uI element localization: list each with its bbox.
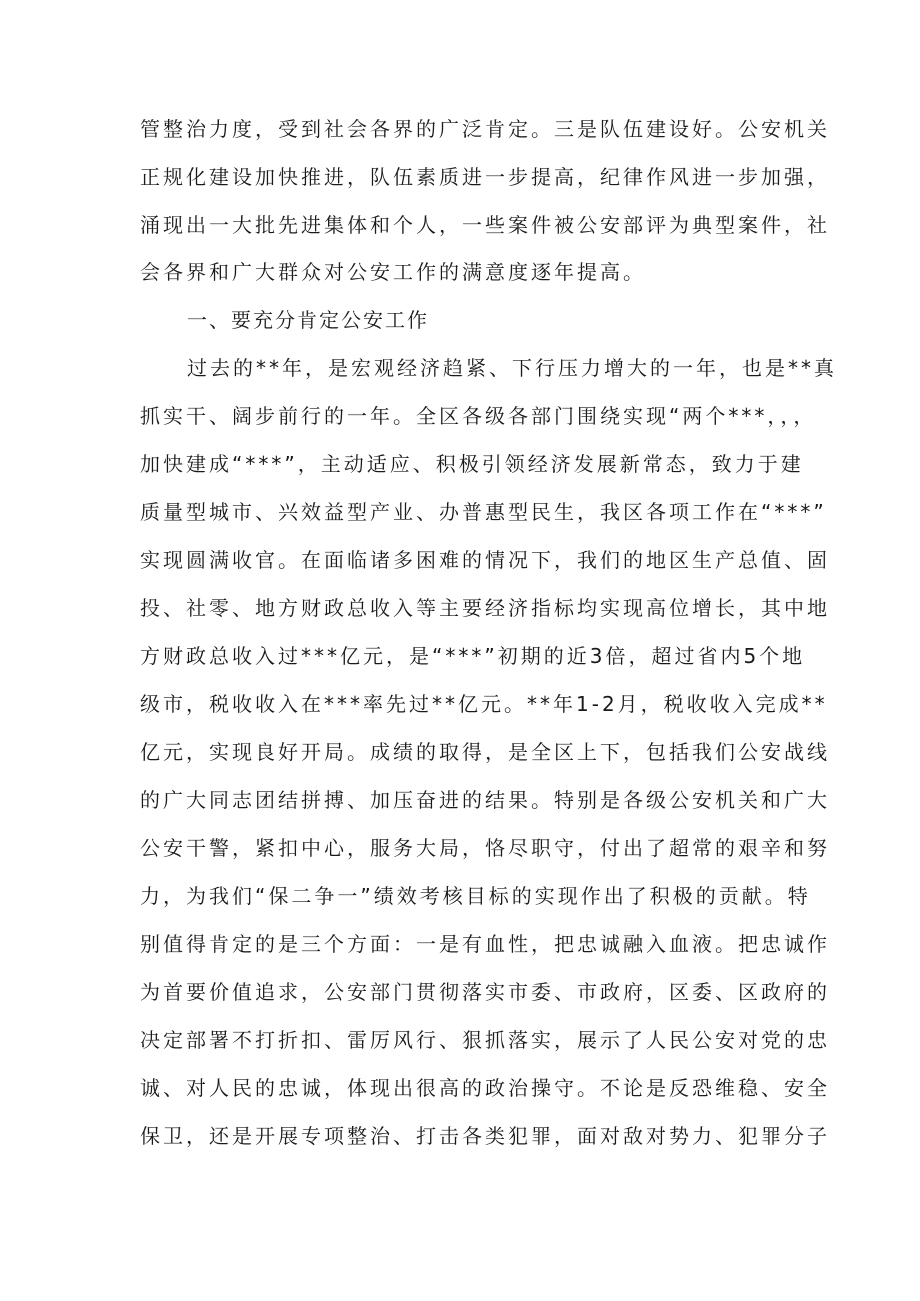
text-line: 方财政总收入过***亿元，是“***”初期的近3倍，超过省内5个地 xyxy=(140,644,806,668)
text-line: 为首要价值追求，公安部门贯彻落实市委、市政府，区委、区政府的 xyxy=(140,980,830,1004)
text-line: 管整治力度，受到社会各界的广泛肯定。三是队伍建设好。公安机关 xyxy=(140,117,830,141)
text-line: 的广大同志团结拼搏、加压奋进的结果。特别是各级公安机关和广大 xyxy=(140,788,830,812)
text-line: 过去的**年，是宏观经济趋紧、下行压力增大的一年，也是**真 xyxy=(187,356,837,380)
text-line: 诚、对人民的忠诚，体现出很高的政治操守。不论是反恐维稳、安全 xyxy=(140,1076,830,1100)
text-line: 正规化建设加快推进，队伍素质进一步提高，纪律作风进一步加强， xyxy=(140,165,830,189)
text-line: 实现圆满收官。在面临诸多困难的情况下，我们的地区生产总值、固 xyxy=(140,548,830,572)
text-line: 公安干警，紧扣中心，服务大局，恪尽职守，付出了超常的艰辛和努 xyxy=(140,836,830,860)
text-line: 决定部署不打折扣、雷厉风行、狠抓落实，展示了人民公安对党的忠 xyxy=(140,1028,830,1052)
text-line: 别值得肯定的是三个方面：一是有血性，把忠诚融入血液。把忠诚作 xyxy=(140,932,830,956)
text-line: 亿元，实现良好开局。成绩的取得，是全区上下，包括我们公安战线 xyxy=(140,740,830,764)
text-line: 力，为我们“保二争一”绩效考核目标的实现作出了积极的贡献。特 xyxy=(140,884,811,908)
text-line: 会各界和广大群众对公安工作的满意度逐年提高。 xyxy=(140,260,646,284)
text-line: 涌现出一大批先进集体和个人，一些案件被公安部评为典型案件，社 xyxy=(140,213,830,237)
section-heading: 一、要充分肯定公安工作 xyxy=(187,308,429,332)
text-line: 质量型城市、兴效益型产业、办普惠型民生，我区各项工作在“***” xyxy=(140,500,827,524)
text-line: 投、社零、地方财政总收入等主要经济指标均实现高位增长，其中地 xyxy=(140,596,830,620)
text-line: 保卫，还是开展专项整治、打击各类犯罪，面对敌对势力、犯罪分子 xyxy=(140,1124,830,1148)
text-line: 加快建成“***”，主动适应、积极引领经济发展新常态，致力于建 xyxy=(140,452,804,476)
text-line: 抓实干、阔步前行的一年。全区各级各部门围绕实现“两个***，，， xyxy=(140,404,817,428)
text-line: 级市，税收收入在***率先过**亿元。**年1-2月，税收收入完成** xyxy=(140,692,828,716)
